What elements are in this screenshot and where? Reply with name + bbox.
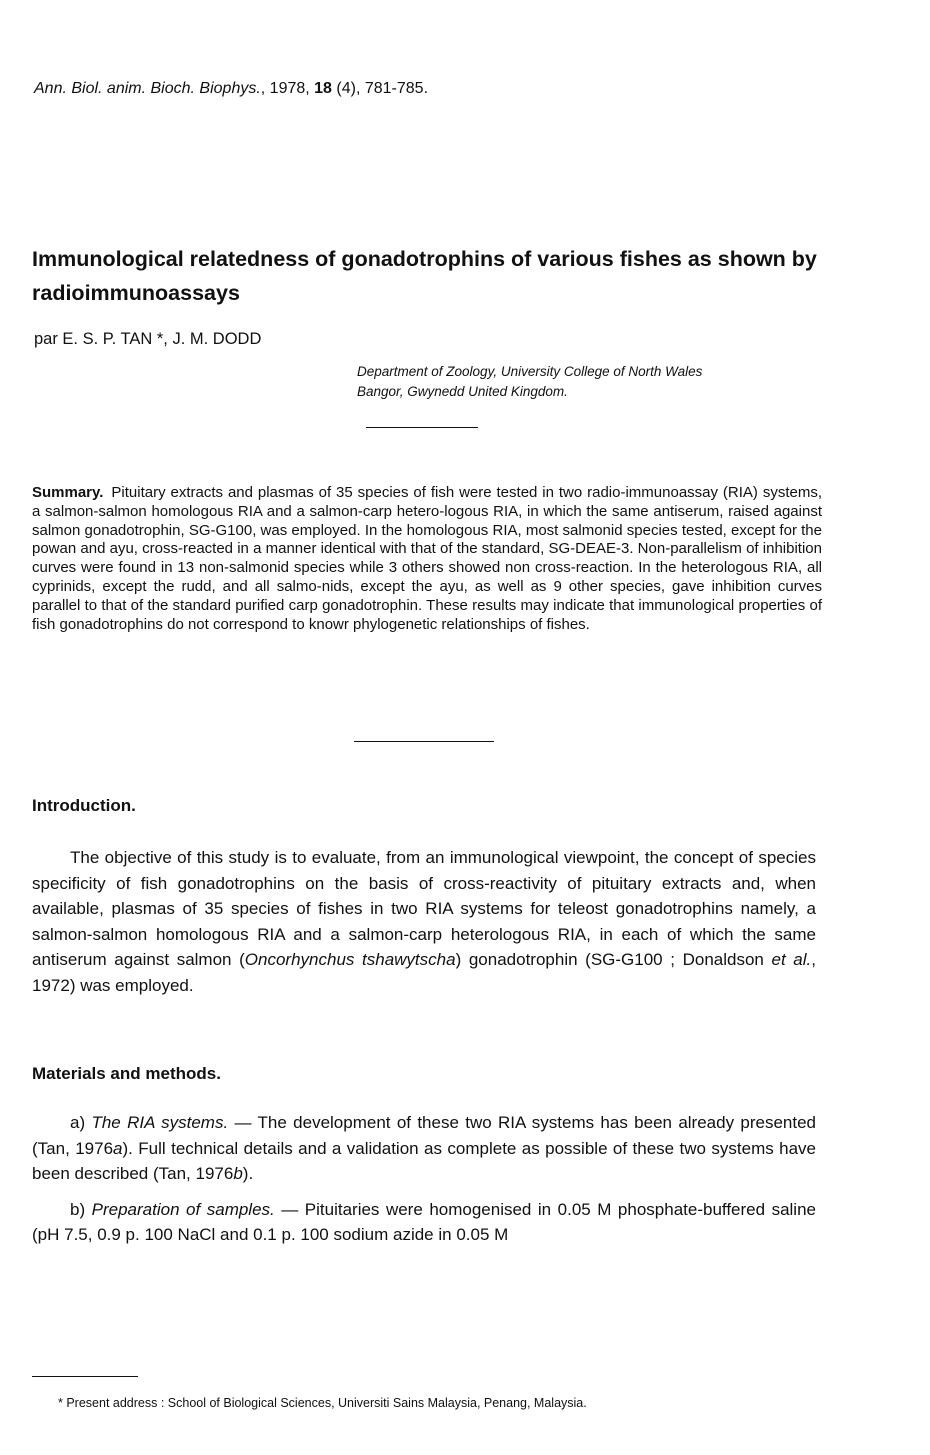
authors: par E. S. P. TAN *, J. M. DODD xyxy=(34,330,262,348)
method-a-title: The RIA systems. xyxy=(91,1113,229,1132)
divider-top xyxy=(366,427,478,428)
journal-year: , 1978, xyxy=(260,80,315,97)
introduction-paragraph xyxy=(32,845,816,998)
summary-label: Summary. xyxy=(32,484,104,501)
intro-species-name: Oncorhynchus tshawytscha xyxy=(244,950,456,969)
summary-text: Pituitary extracts and plasmas of 35 species of fish were tested in two radio-immunoassay (RIA) systems, a salmon-salmon homologous RIA and a salmon-carp hetero-logous RIA, in which the same antiserum, raised against salmon gonadotrophin, SG-G100, was employed. In the homologous RIA, most salmonid species tested, except for the powan and ayu, cross-reacted in a manner identical with that of the standard, SG-DEAE-3. Non-parallelism of inhibition curves were found in 13 non-salmonid species while 3 others showed non cross-reaction. In the heterologous RIA, all cyprinids, except the rudd, and all salmo-nids, except the ayu, as well as 9 other species, gave inhibition curves parallel to that of the standard purified carp gonadotrophin. These results may indicate that immunological properties of fish gonadotrophins do not correspond to knowr phylogenetic relationships of fishes. xyxy=(32,484,822,633)
footnote-rule xyxy=(32,1376,138,1377)
introduction-section xyxy=(32,796,136,816)
affiliation xyxy=(357,362,837,402)
affiliation-line-1: Department of Zoology, University College of North Wales xyxy=(357,364,703,379)
intro-text-2: ) gonadotrophin (SG-G100 ; Donaldson xyxy=(455,950,772,969)
method-b-title: Preparation of samples. xyxy=(91,1199,275,1219)
methods-body xyxy=(32,1110,816,1248)
intro-text-3: , 1972) was employed. xyxy=(32,950,816,995)
journal-reference xyxy=(34,80,428,98)
method-a-text-3: ). xyxy=(242,1164,254,1183)
method-b-label: b) xyxy=(70,1199,92,1219)
journal-name: Ann. Biol. anim. Bioch. Biophys. xyxy=(34,80,261,97)
introduction-heading: Introduction. xyxy=(32,796,136,815)
method-a-text-2: ). Full technical details and a validation as complete as possible of these two systems have been described (Tan, 1976 xyxy=(32,1138,816,1183)
method-a-ref-1: a xyxy=(113,1138,123,1158)
journal-issue-pages: (4), 781-785. xyxy=(331,80,429,97)
method-a-text-1: — The development of these two RIA systems has been already presented (Tan, 1976 xyxy=(32,1113,817,1158)
intro-text-1: The objective of this study is to evaluate, from an immunological viewpoint, the concept of species specificity of fish gonadotrophins on the basis of cross-reactivity of pituitary extracts and, when available, plasmas of 35 species of fishes in two RIA systems for teleost gonadotrophins namely, a salmon-salmon homologous RIA and a salmon-carp heterologous RIA, in each of which the same antiserum against salmon ( xyxy=(32,848,816,969)
methods-heading: Materials and methods. xyxy=(32,1064,221,1083)
methods-paragraph-b xyxy=(32,1197,816,1248)
method-b-text: — Pituitaries were homogenised in 0.05 M phosphate-buffered saline (pH 7.5, 0.9 p. 100 NaCl and 0.1 p. 100 sodium azide in 0.05 M xyxy=(32,1199,816,1244)
introduction-body xyxy=(32,845,816,998)
summary-block xyxy=(32,484,822,634)
intro-et-al: et al. xyxy=(771,950,812,969)
method-a-ref-2: b xyxy=(233,1164,243,1183)
methods-paragraph-a xyxy=(32,1110,816,1187)
affiliation-line-2: Bangor, Gwynedd United Kingdom. xyxy=(357,384,568,399)
journal-volume: 18 xyxy=(314,80,332,97)
method-a-label: a) xyxy=(70,1113,92,1132)
divider-bottom xyxy=(354,741,494,742)
article-title: Immunological relatedness of gonadotrophins of various fishes as shown by radioimmunoassays xyxy=(32,247,817,305)
footnote: * Present address : School of Biological Sciences, Universiti Sains Malaysia, Penang, Malaysia. xyxy=(58,1396,587,1410)
methods-section xyxy=(32,1064,221,1084)
